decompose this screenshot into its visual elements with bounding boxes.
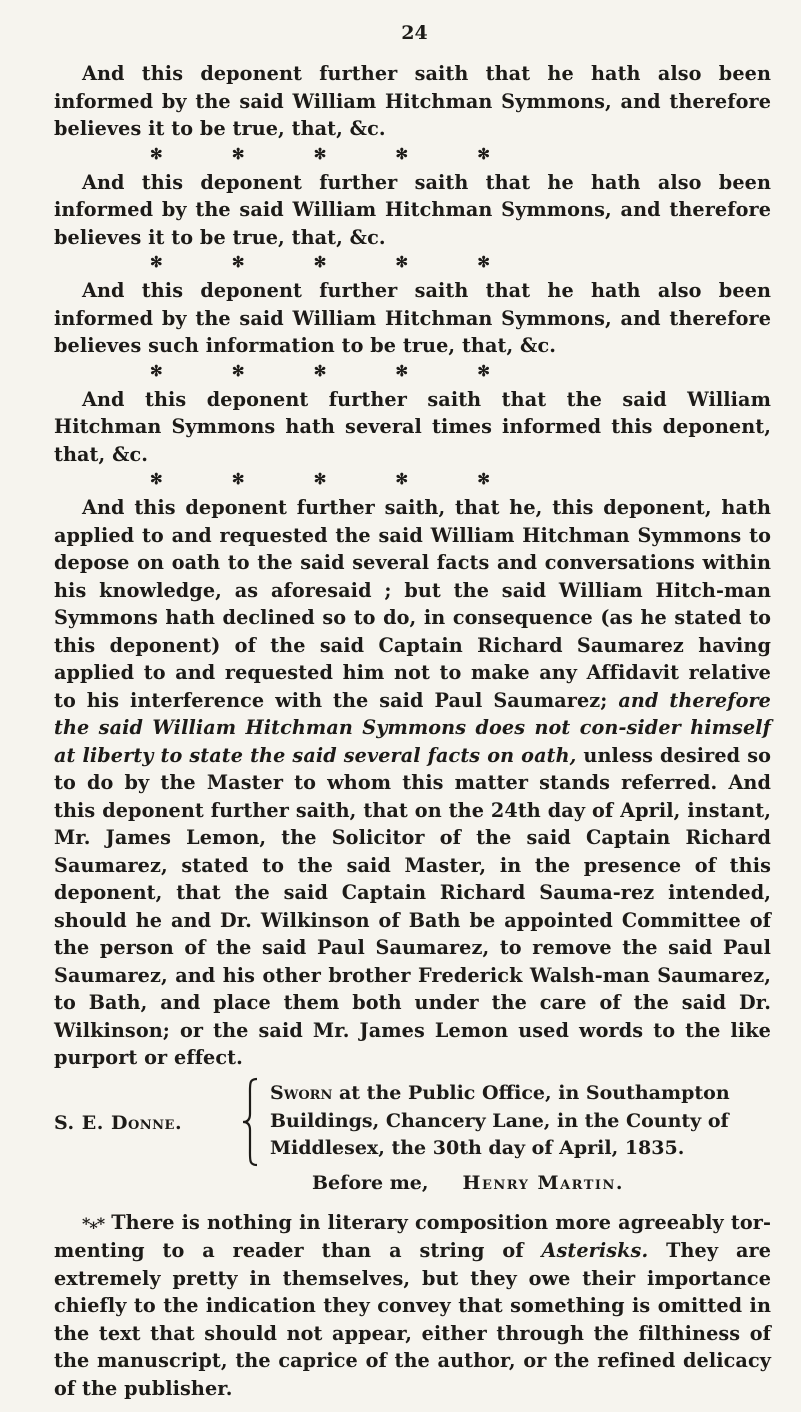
- note-italic: Asterisks.: [541, 1239, 649, 1262]
- deposition-paragraph-1: And this deponent further saith that he hath also been informed by the said William Hitchman Symmons, and therefore believes it to be true, that, &c.: [54, 62, 771, 140]
- jurat-body: at the Public Office, in Southampton Buildings, Chancery Lane, in the County of Middlesex, the 30th day of April, 1835.: [270, 1082, 730, 1160]
- asterisk: ✻: [395, 253, 409, 271]
- asterisk: ✻: [477, 470, 490, 488]
- asterisk: ✻: [313, 144, 327, 163]
- asterisk: ✻: [313, 361, 327, 380]
- deposition-paragraph-2: And this deponent further saith that he hath also been informed by the said William Hitchman Symmons, and therefore believes it to be true, that, &c.: [54, 170, 771, 249]
- note-part-1: There is nothing in literary composition more agreeably tor-menting to a reader than a string of: [54, 1210, 772, 1262]
- page-number: 24: [401, 22, 428, 44]
- asterisk: ✻: [231, 361, 245, 380]
- deposition-paragraph-3: And this deponent further saith that he hath also been informed by the said William Hitchman Symmons, and therefore believes such information to be true, that, &c.: [54, 279, 771, 357]
- official-signature: Henry Martin.: [462, 1171, 625, 1194]
- deposition-paragraph-4: And this deponent further saith that the said William Hitchman Symmons hath several times informed this deponent, that, &c.: [54, 387, 771, 466]
- brace-icon: [240, 1076, 260, 1168]
- main-text-part-2: unless desired so to do by the Master to whom this matter stands referred. And this deponent further saith, that on the 24th day of April, instant, Mr. James Lemon, the Solicitor of the said Captain Richard Saumarez, stated to the said Master, in the presence of this deponent, that the said Captain Richard Sauma-rez intended, should he and Dr. Wilkinson of Bath be appointed Committee of the person of the said Paul Saumarez, to remove the said Paul Saumarez, and his other brother Frederick Walsh-man Saumarez, to Bath, and place them both under the care of the said Dr. Wilkinson; or the said Mr. James Lemon used words to the like purport or effect.: [54, 743, 771, 1069]
- asterisk: ✻: [150, 470, 163, 488]
- before-line: [312, 1170, 771, 1197]
- asterisk-row-3: [150, 362, 490, 380]
- deponent-signature: S. E. Donne.: [54, 1111, 183, 1134]
- asterisk: ✻: [395, 470, 409, 488]
- jurat-sworn: Sworn: [270, 1082, 333, 1105]
- asterisk: ✻: [231, 470, 245, 488]
- note-part-2: They are extremely pretty in themselves, but they owe their importance chiefly to the indication they convey that something is omitted in the text that should not appear, either through the filthiness of the manuscript, the caprice of the author, or the refined delicacy of the publisher.: [54, 1239, 772, 1400]
- asterisk: ✻: [150, 144, 163, 163]
- main-text-italic: and therefore the said William Hitchman Symmons does not con-sider himself at liberty to state the said several facts on oath,: [54, 688, 771, 767]
- footnote-paragraph: [54, 1209, 771, 1403]
- jurat-text: [260, 1080, 771, 1163]
- main-text-part-1: And this deponent further saith, that he, this deponent, hath applied to and requested the said William Hitchman Symmons to depose on oath to the said several facts and conversations within his knowledge, as aforesaid ; but the said William Hitch-man Symmons hath declined so to do, in consequence (as he stated to this deponent) of the said Captain Richard Saumarez having applied to and requested him not to make any Affidavit relative to his interference with the said Paul Saumarez;: [54, 496, 771, 712]
- asterisk: ✻: [313, 470, 327, 488]
- deposition-main-paragraph: [54, 494, 771, 1072]
- asterisk: ✻: [395, 361, 409, 380]
- footnote-mark: *⁎*: [82, 1213, 105, 1233]
- asterisk-row-4: [150, 470, 490, 488]
- jurat-block: [54, 1076, 771, 1168]
- asterisk-row-2: [150, 253, 490, 271]
- asterisk: ✻: [150, 253, 163, 271]
- before-label: Before me,: [312, 1171, 429, 1194]
- asterisk: ✻: [395, 144, 409, 163]
- asterisk: ✻: [231, 144, 245, 163]
- asterisk: ✻: [313, 253, 327, 271]
- asterisk: ✻: [150, 361, 163, 380]
- asterisk: ✻: [477, 361, 490, 380]
- asterisk: ✻: [477, 144, 490, 163]
- asterisk: ✻: [231, 253, 245, 271]
- asterisk-row-1: [150, 145, 490, 163]
- asterisk: ✻: [477, 253, 490, 271]
